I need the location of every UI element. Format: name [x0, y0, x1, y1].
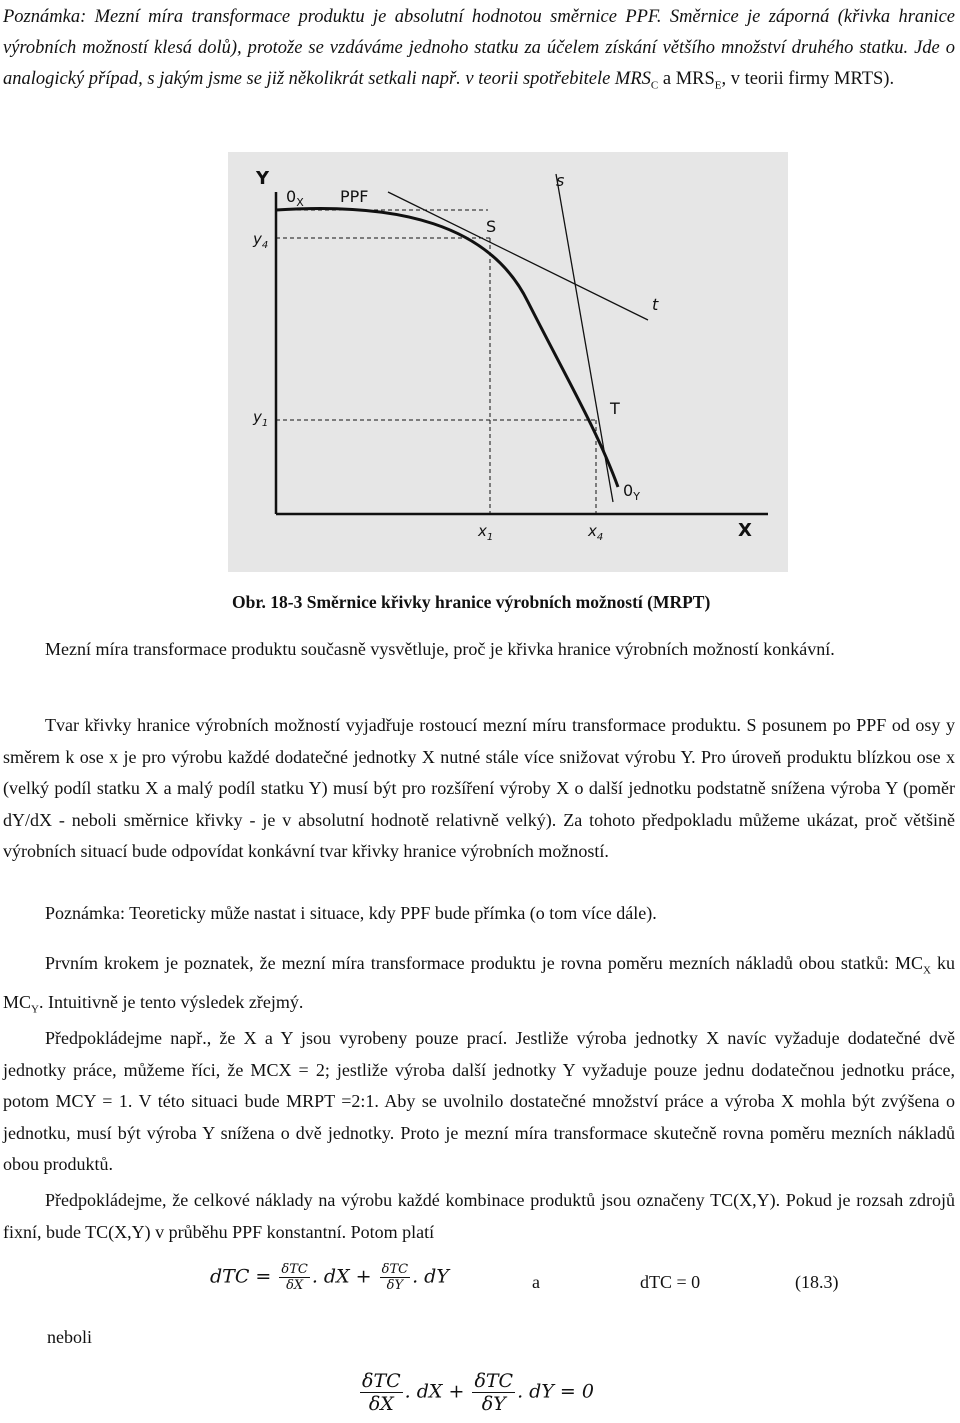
subscript-y: Y	[31, 1003, 39, 1016]
intro-text: Poznámka: Mezní míra transformace produktu je absolutní hodnotou směrnice PPF. Směrnice je záporná (křivka hranice výrobních možností klesá dolů), protože se vzdáváme jednoho statku za účelem získání většího množství druhého statku. Jde o analogický případ, s jakým jsme se již několikrát setkali např. v teorii spotřebitele MRS	[3, 7, 955, 89]
label-x4: $x_4$	[588, 522, 604, 543]
neboli-label: neboli	[47, 1327, 92, 1347]
paragraph-1-text: Mezní míra transformace produktu současně vysvětluje, proč je křivka hranice výrobních možností konkávní.	[45, 639, 835, 659]
paragraph-4-text: Prvním krokem je poznatek, že mezní míra transformace produktu je rovna poměru mezních nákladů obou statků: MC	[45, 953, 923, 973]
label-t: t	[652, 295, 659, 314]
figure-caption: Obr. 18-3 Směrnice křivky hranice výrobních možností (MRPT)	[232, 592, 711, 612]
eq1-condition: dTC = 0	[640, 1272, 701, 1292]
intro-mid: a MRS	[658, 69, 715, 89]
eq2-frac1-den: δX	[368, 1393, 394, 1415]
eq1-frac1-num: δTC	[281, 1262, 308, 1277]
paragraph-3-text: Poznámka: Teoreticky může nastat i situace, kdy PPF bude přímka (o tom více dále).	[45, 903, 657, 923]
label-x1: $x_1$	[478, 522, 494, 543]
label-y4: $y_4$	[253, 230, 269, 251]
label-Y: Y	[256, 168, 270, 189]
eq1-and: a	[532, 1272, 540, 1292]
paragraph-4	[3, 948, 955, 1026]
label-X: X	[738, 520, 752, 541]
paragraph-4-end: . Intuitivně je tento výsledek zřejmý.	[38, 992, 304, 1013]
subscript-e: E	[714, 79, 722, 92]
eq2-frac2	[472, 1370, 515, 1415]
eq1-lhs: dTC =	[210, 1265, 272, 1288]
ppf-diagram	[228, 152, 788, 572]
paragraph-3	[3, 898, 955, 930]
eq2-frac1-num: δTC	[362, 1370, 401, 1392]
label-S: S	[486, 217, 497, 236]
label-T: T	[610, 399, 620, 418]
subscript-c: C	[650, 79, 659, 92]
intro-end: , v teorii firmy MRTS).	[721, 69, 895, 89]
paragraph-4-mid: ku MC	[3, 953, 955, 1013]
label-ppf: PPF	[340, 187, 369, 206]
paragraph-6-text: Předpokládejme, že celkové náklady na výrobu každé kombinace produktů jsou označeny TC(X,Y). Pokud je rozsah zdrojů fixní, bude TC(X,Y) v průběhu PPF konstantní. Potom platí	[3, 1190, 955, 1242]
eq2-frac2-num: δTC	[474, 1370, 514, 1392]
equation-18-3	[210, 1262, 449, 1293]
eq2-mid: . dX +	[404, 1380, 465, 1403]
equation-2	[358, 1370, 594, 1415]
scan-background	[228, 152, 788, 572]
subscript-x: X	[923, 964, 931, 977]
label-0y: $0_Y$	[623, 481, 640, 503]
eq1-frac1-den: δX	[286, 1278, 304, 1293]
eq1-frac1	[279, 1262, 309, 1293]
eq1-mid: . dX +	[311, 1265, 372, 1288]
eq1-frac2-den: δY	[386, 1278, 404, 1293]
label-s: s	[556, 171, 565, 190]
intro-note	[3, 2, 955, 102]
eq1-frac2-num: δTC	[381, 1262, 409, 1277]
eq2-frac1	[360, 1370, 403, 1415]
label-0x: $0_X$	[286, 187, 304, 209]
eq1-number: (18.3)	[795, 1272, 839, 1292]
eq2-frac2-den: δY	[481, 1393, 506, 1415]
paragraph-5-text: Předpokládejme např., že X a Y jsou vyrobeny pouze prací. Jestliže výroba jednotky X navíc vyžaduje dodatečné dvě jednotky práce, můžeme říci, že MCX = 2; jestliže výroba další jednotky Y vyžaduje pouze jednu dodatečnou jednotku práce, potom MCY = 1. V této situaci bude MRPT =2:1. Aby se uvolnilo dostatečné množství práce a výroba X mohla být zvýšena o jednotku, musí být výroba Y snížena o dvě jednotky. Proto je mezní míra transformace skutečně rovna poměru mezních nákladů obou produktů.	[3, 1028, 955, 1174]
paragraph-2-text: Tvar křivky hranice výrobních možností vyjadřuje rostoucí mezní míru transformace produktu. S posunem po PPF od osy y směrem k ose x je pro výrobu každé dodatečné jednotky X nutné stále více snižovat výrobu Y. Pro úroveň produktu blízkou ose x (velký podíl statku X a malý podíl statku Y) musí být pro rozšíření výroby X o další jednotku podstatně snížena výroba Y (poměr dY/dX - neboli směrnice křivky - je v absolutní hodnotě relativně velký). Za tohoto předpokladu můžeme ukázat, proč většině výrobních situací bude odpovídat konkávní tvar křivky hranice výrobních možností.	[3, 715, 955, 861]
eq1-frac2	[380, 1262, 410, 1293]
ppf-figure	[228, 152, 788, 572]
label-y1: $y_1$	[253, 408, 269, 429]
eq2-end: . dY = 0	[517, 1380, 594, 1403]
paragraph-1	[3, 634, 955, 666]
paragraph-2	[3, 710, 955, 868]
eq1-end: . dY	[412, 1265, 449, 1288]
paragraph-5	[3, 1023, 955, 1181]
paragraph-6	[3, 1185, 955, 1248]
